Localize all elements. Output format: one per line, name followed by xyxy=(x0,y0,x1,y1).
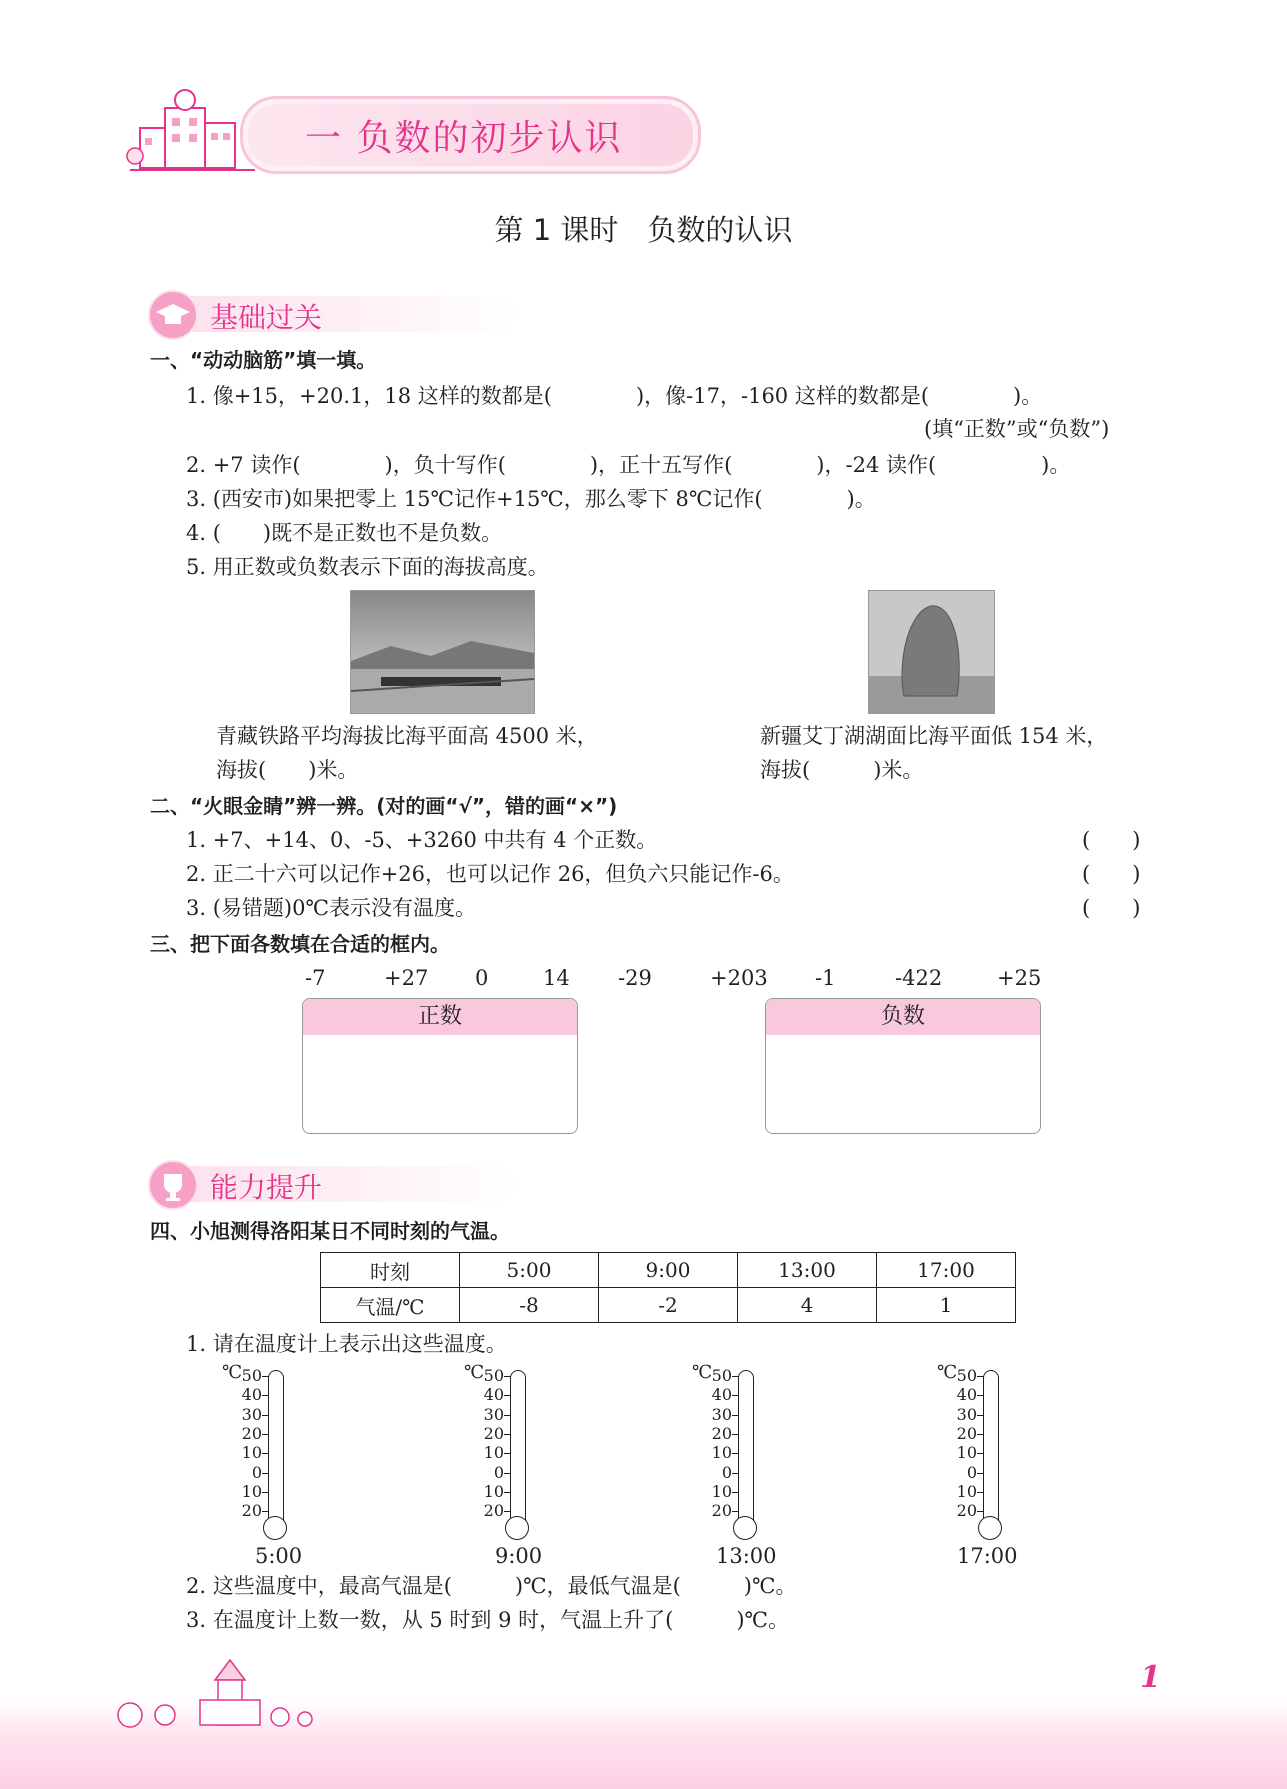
footer-castle-illustration xyxy=(100,1655,330,1735)
q1-heading: 一、“动动脑筋”填一填。 xyxy=(150,348,377,372)
thermometer-tube xyxy=(738,1370,754,1521)
q4-sub2: 2. 这些温度中，最高气温是( )℃，最低气温是( )℃。 xyxy=(186,1574,797,1598)
table-row xyxy=(321,1253,1016,1288)
thermometer-scale-label: 20 xyxy=(241,1501,262,1521)
caption-right-1: 新疆艾丁湖湖面比海平面低 154 米， xyxy=(760,724,1108,748)
thermometer-bulb xyxy=(733,1516,757,1540)
thermometer-scale-label: 10 xyxy=(483,1481,504,1501)
graduation-cap-icon xyxy=(148,290,198,340)
thermometer-scale-label: 10 xyxy=(241,1443,262,1463)
caption-left-2: 海拔( )米。 xyxy=(216,758,359,782)
trophy-icon xyxy=(148,1160,198,1210)
table-cell: 9:00 xyxy=(599,1253,738,1288)
thermometer-scale-label: 20 xyxy=(711,1423,732,1443)
thermometer-scale-label: 10 xyxy=(711,1481,732,1501)
positive-box[interactable] xyxy=(302,998,578,1134)
thermometer-time-label: 5:00 xyxy=(255,1544,303,1568)
chapter-title: 一 负数的初步认识 xyxy=(305,118,623,159)
lesson-title: 第 1 课时 负数的认识 xyxy=(494,213,793,247)
railway-photo xyxy=(350,590,535,714)
q4-sub1: 1. 请在温度计上表示出这些温度。 xyxy=(186,1332,507,1356)
number-item: +27 xyxy=(384,966,429,990)
thermometer-unit: ℃ xyxy=(937,1362,958,1383)
thermometer-scale-label: 20 xyxy=(956,1423,977,1443)
thermometer-time-label: 17:00 xyxy=(957,1544,1018,1568)
q2-item-2: 2. 正二十六可以记作+26，也可以记作 26，但负六只能记作-6。 xyxy=(186,862,794,886)
table-cell: 时刻 xyxy=(321,1253,460,1288)
negative-box[interactable] xyxy=(765,998,1041,1134)
table-cell: -8 xyxy=(460,1288,599,1323)
q1-item-2: 2. +7 读作( )，负十写作( )，正十五写作( )，-24 读作( )。 xyxy=(186,453,1071,477)
q2-item-1: 1. +7、+14、0、-5、+3260 中共有 4 个正数。 xyxy=(186,828,658,852)
thermometer-bulb xyxy=(263,1516,287,1540)
stone-monument-photo xyxy=(868,590,995,714)
section-title-ability: 能力提升 xyxy=(210,1171,323,1204)
page-number: 1 xyxy=(1140,1660,1161,1695)
number-item: +25 xyxy=(997,966,1042,990)
number-item: -422 xyxy=(895,966,943,990)
table-row xyxy=(321,1288,1016,1323)
temperature-table xyxy=(320,1252,1016,1323)
thermometer-scale-label: 10 xyxy=(956,1481,977,1501)
q4-heading: 四、小旭测得洛阳某日不同时刻的气温。 xyxy=(150,1219,510,1243)
number-item: -1 xyxy=(815,966,836,990)
thermometer-scale-label: 40 xyxy=(711,1385,732,1405)
thermometer-scale-label: 50 xyxy=(241,1366,262,1385)
table-cell: -2 xyxy=(599,1288,738,1323)
thermometer-unit: ℃ xyxy=(222,1362,243,1383)
thermometer-bulb xyxy=(978,1516,1002,1540)
thermometer-time-label: 13:00 xyxy=(716,1544,777,1568)
q2-paren-1: ( ) xyxy=(1082,828,1141,852)
thermometer-scale-label: 30 xyxy=(483,1404,504,1424)
thermometer-scale-label: 50 xyxy=(711,1366,732,1385)
thermometer-bulb xyxy=(505,1516,529,1540)
section-badge-basic xyxy=(148,290,528,334)
q1-item-1-hint: (填“正数”或“负数”) xyxy=(924,417,1110,441)
thermometer-scale-label: 20 xyxy=(956,1501,977,1521)
table-cell: 4 xyxy=(738,1288,877,1323)
thermometer-scale-label: 30 xyxy=(956,1404,977,1424)
thermometer-scale-label: 20 xyxy=(241,1423,262,1443)
q1-item-1: 1. 像+15，+20.1，18 这样的数都是( )，像-17，-160 这样的数都是( )。 xyxy=(186,384,1043,408)
positive-box-label: 正数 xyxy=(303,999,577,1035)
q1-item-4: 4. ( )既不是正数也不是负数。 xyxy=(186,521,503,545)
thermometer-unit: ℃ xyxy=(464,1362,485,1383)
thermometer-tube xyxy=(983,1370,999,1521)
thermometer-scale-label: 10 xyxy=(483,1443,504,1463)
thermometer-scale-label: 30 xyxy=(241,1404,262,1424)
q2-paren-3: ( ) xyxy=(1082,896,1141,920)
q1-item-5: 5. 用正数或负数表示下面的海拔高度。 xyxy=(186,555,549,579)
thermometer-time-label: 9:00 xyxy=(495,1544,543,1568)
table-cell: 气温/℃ xyxy=(321,1288,460,1323)
number-item: 14 xyxy=(543,966,570,990)
thermometer-scale-label: 10 xyxy=(711,1443,732,1463)
q3-heading: 三、把下面各数填在合适的框内。 xyxy=(150,932,450,956)
thermometer-scale-label: 10 xyxy=(956,1443,977,1463)
number-item: +203 xyxy=(710,966,768,990)
table-cell: 1 xyxy=(877,1288,1016,1323)
table-cell: 17:00 xyxy=(877,1253,1016,1288)
negative-box-label: 负数 xyxy=(766,999,1040,1035)
q1-item-3: 3. (西安市)如果把零上 15℃记作+15℃，那么零下 8℃记作( )。 xyxy=(186,487,876,511)
q4-sub3: 3. 在温度计上数一数，从 5 时到 9 时，气温上升了( )℃。 xyxy=(186,1608,790,1632)
thermometer-scale-label: 10 xyxy=(241,1481,262,1501)
thermometer-scale-label: 20 xyxy=(711,1501,732,1521)
thermometer-scale-label: 50 xyxy=(483,1366,504,1385)
thermometer-scale-label: 40 xyxy=(956,1385,977,1405)
thermometer-scale-label: 50 xyxy=(956,1366,977,1385)
thermometer-tube xyxy=(510,1370,526,1521)
number-item: -7 xyxy=(305,966,326,990)
caption-left-1: 青藏铁路平均海拔比海平面高 4500 米， xyxy=(216,724,598,748)
thermometer-unit: ℃ xyxy=(692,1362,713,1383)
thermometer-scale-label: 20 xyxy=(483,1501,504,1521)
section-title-basic: 基础过关 xyxy=(210,301,323,334)
thermometer-scale-label: 0 xyxy=(251,1462,262,1482)
q2-paren-2: ( ) xyxy=(1082,862,1141,886)
thermometer-scale-label: 0 xyxy=(966,1462,977,1482)
thermometer-scale-label: 40 xyxy=(483,1385,504,1405)
caption-right-2: 海拔( )米。 xyxy=(760,758,924,782)
number-item: -29 xyxy=(618,966,652,990)
q2-item-3: 3. (易错题)0℃表示没有温度。 xyxy=(186,896,476,920)
thermometer-scale-label: 0 xyxy=(721,1462,732,1482)
number-item: 0 xyxy=(475,966,489,990)
thermometer-scale-label: 20 xyxy=(483,1423,504,1443)
table-cell: 5:00 xyxy=(460,1253,599,1288)
q2-heading: 二、“火眼金睛”辨一辨。(对的画“√”，错的画“×”) xyxy=(150,794,618,818)
section-badge-ability xyxy=(148,1160,528,1204)
thermometer-scale-label: 30 xyxy=(711,1404,732,1424)
thermometer-scale-label: 0 xyxy=(493,1462,504,1482)
table-cell: 13:00 xyxy=(738,1253,877,1288)
thermometer-tube xyxy=(268,1370,284,1521)
thermometer-scale-label: 40 xyxy=(241,1385,262,1405)
